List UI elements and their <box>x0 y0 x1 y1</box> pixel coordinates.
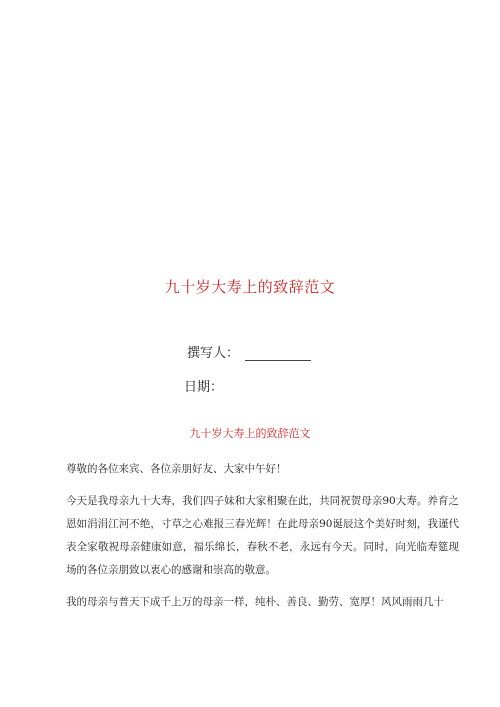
author-blank-line <box>245 348 311 361</box>
author-label: 撰写人： <box>187 346 240 361</box>
paragraph-1: 尊敬的各位来宾、各位亲朋好友、大家中午好！ <box>66 463 287 475</box>
document-title: 九十岁大寿上的致辞范文 <box>164 278 336 296</box>
date-label: 日期： <box>184 380 224 395</box>
document-subtitle: 九十岁大寿上的致辞范文 <box>189 427 311 440</box>
document-body <box>66 458 459 623</box>
author-field <box>187 342 311 361</box>
paragraph-3: 我的母亲与普天下成千上万的母亲一样，纯朴、善良、勤劳、宽厚！风风雨雨几十 <box>66 596 444 608</box>
paragraph-2: 今天是我母亲九十大寿，我们四子妹和大家相聚在此，共同祝贺母亲90大寿。养育之恩如涓涓江河不绝，寸草之心难报三春光辉！在此母亲90诞辰这个美好时刻，我谨代表全家敬祝母亲健康如意，福乐绵长，春秋不老，永远有今天。同时，向光临寿筵现场的各位亲朋致以衷心的感谢和崇高的敬意。 <box>66 495 459 576</box>
